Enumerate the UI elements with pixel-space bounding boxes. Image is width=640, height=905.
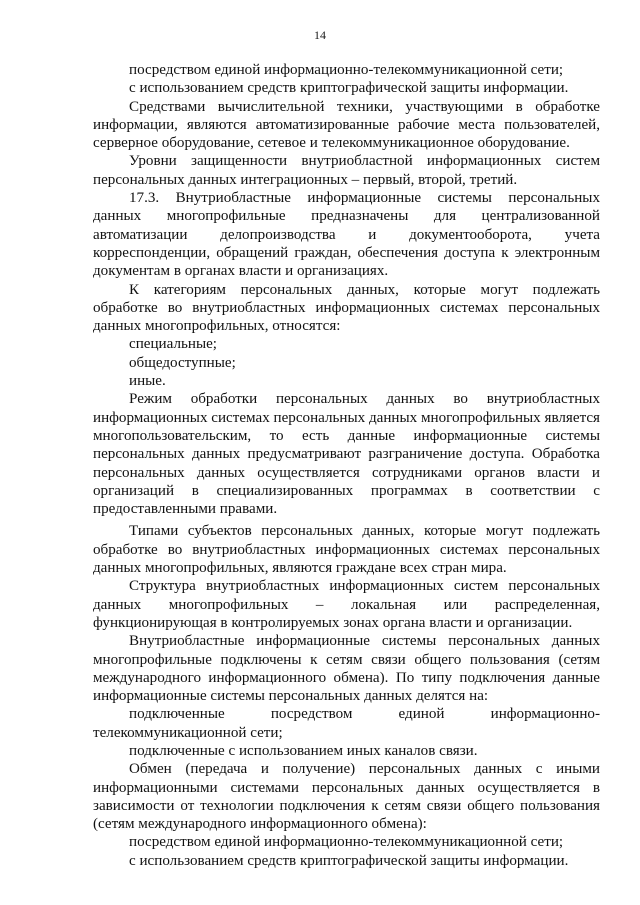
list-item: с использованием средств криптографической защиты информации.: [129, 852, 569, 869]
list-item: подключенные с использованием иных каналов связи.: [129, 742, 478, 759]
paragraph: Средствами вычислительной техники, участвующими в обработке информации, являются автоматизированные рабочие места пользователей, серверное оборудование, сетевое и телекоммуникационное оборудование.: [93, 98, 600, 152]
paragraph: К категориям персональных данных, которые могут подлежать обработке во внутриобластных информационных системах персональных данных многопрофильных, относятся:: [93, 281, 600, 335]
paragraph: Режим обработки персональных данных во внутриобластных информационных системах персональных данных многопрофильных является многопользовательским, то есть данные информационные системы персональных данных предусматривают разграничение доступа. Обработка персональных данных осуществляется сотрудниками органов власти и организаций в специализированных программах в соответствии с предоставленными правами.: [93, 391, 600, 518]
paragraph: Внутриобластные информационные системы персональных данных многопрофильные подключены к сетям связи общего пользования (сетям международного информационного обмена). По типу подключения данные информационные системы персональных данных делятся на:: [93, 633, 600, 705]
paragraph: Обмен (передача и получение) персональных данных с иными информационными системами персональных данных осуществляется в зависимости от технологии подключения к сетям связи общего пользования (сетям международного информационного обмена):: [93, 761, 600, 833]
list-item: общедоступные;: [129, 354, 236, 371]
document-body: [93, 61, 600, 870]
paragraph: Типами субъектов персональных данных, которые могут подлежать обработке во внутриобластных информационных системах персональных данных многопрофильных, являются граждане всех стран мира.: [93, 523, 600, 577]
paragraph: Структура внутриобластных информационных систем персональных данных многопрофильных – локальная или распределенная, функционирующая в контролируемых зонах органа власти и организации.: [93, 578, 600, 631]
paragraph: с использованием средств криптографической защиты информации.: [129, 80, 569, 97]
list-item: иные.: [129, 373, 166, 390]
page-number: 14: [314, 28, 326, 42]
list-item: специальные;: [129, 336, 217, 353]
list-item: подключенные посредством единой информационно-телекоммуникационной сети;: [93, 706, 600, 741]
paragraph: посредством единой информационно-телекоммуникационной сети;: [129, 62, 564, 78]
list-item: посредством единой информационно-телекоммуникационной сети;: [129, 834, 564, 851]
paragraph: 17.3. Внутриобластные информационные системы персональных данных многопрофильные предназначены для централизованной автоматизации делопроизводства и документооборота, учета корреспонденции, обращений граждан, обеспечения доступа к электронным документам в органах власти и организациях.: [93, 190, 600, 280]
paragraph: Уровни защищенности внутриобластной информационных систем персональных данных интеграционных – первый, второй, третий.: [93, 153, 600, 188]
